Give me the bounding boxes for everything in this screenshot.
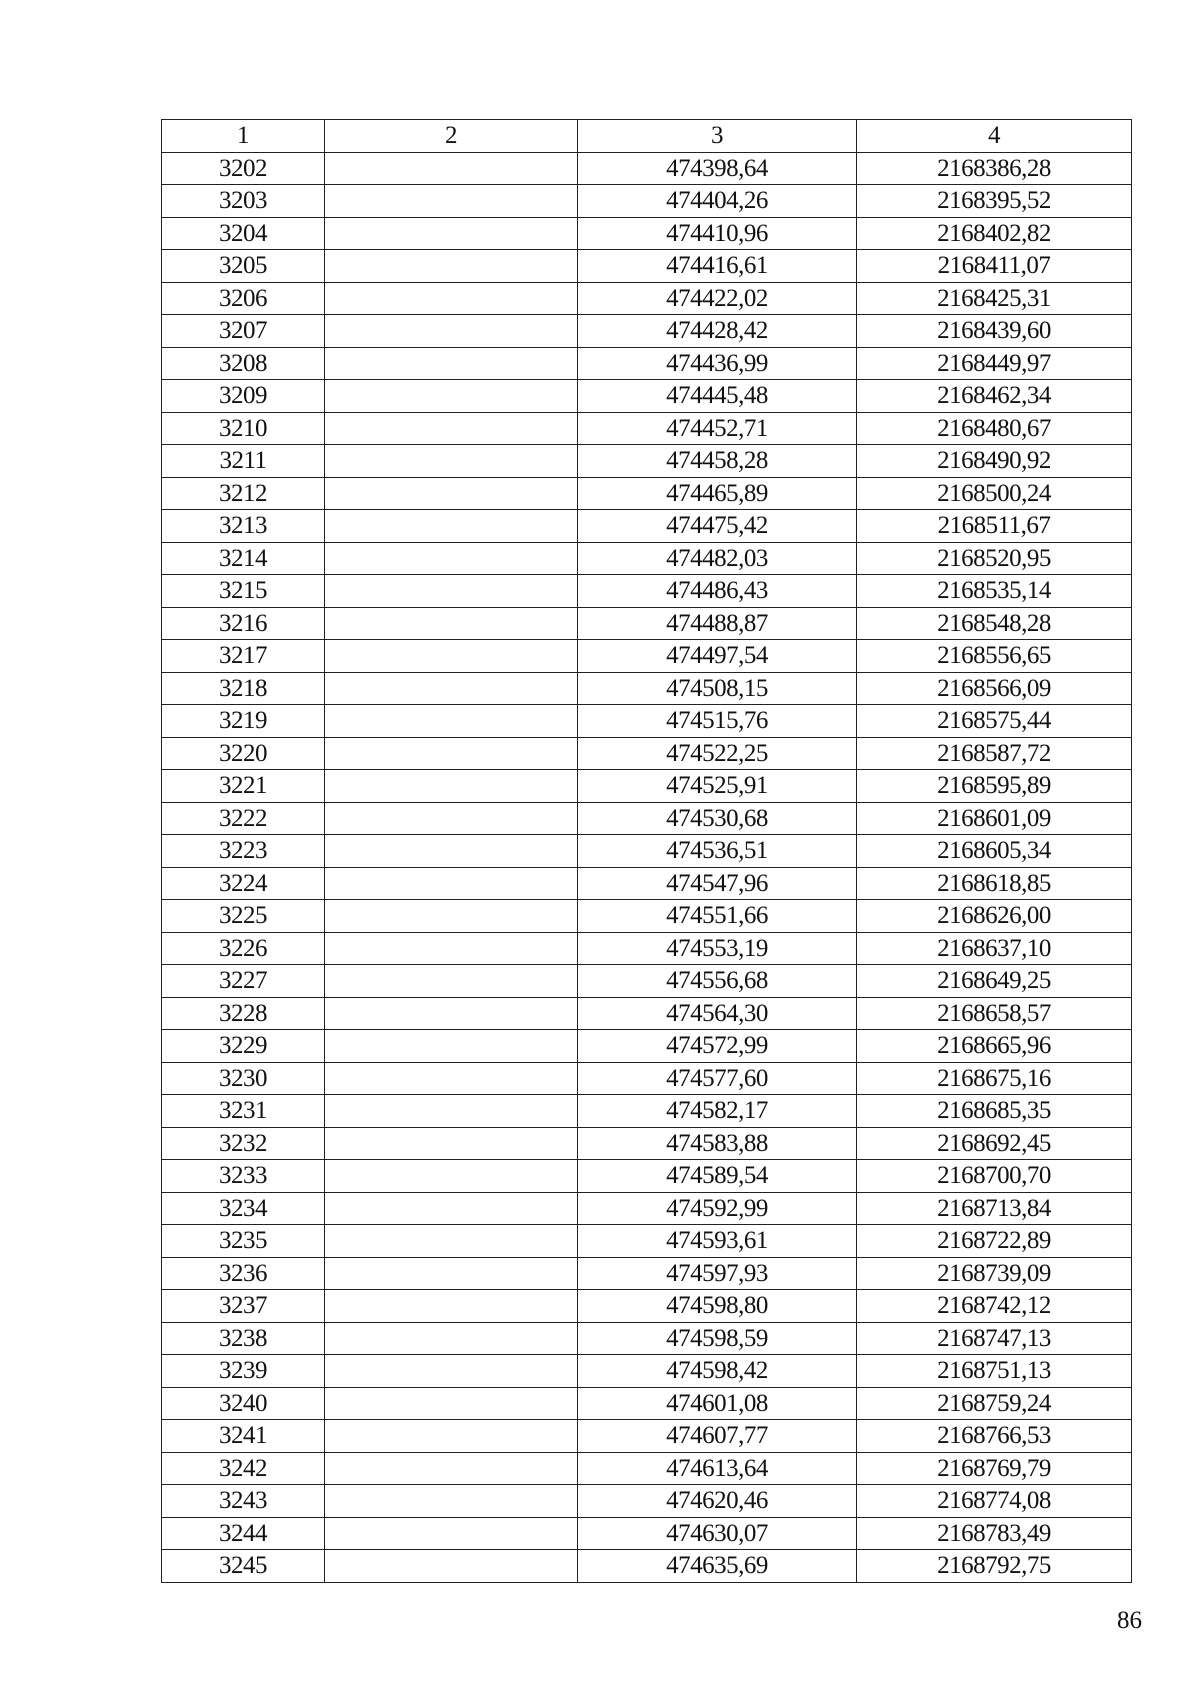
table-cell-col-4: 2168395,52: [857, 185, 1132, 218]
table-cell-col-2: [325, 412, 578, 445]
table-cell-col-2: [325, 1290, 578, 1323]
table-cell-col-1: 3236: [162, 1257, 325, 1290]
table-row: [162, 1095, 1132, 1128]
table-cell-col-2: [325, 1030, 578, 1063]
table-cell-col-2: [325, 1225, 578, 1258]
table-cell-col-2: [325, 705, 578, 738]
table-row: [162, 965, 1132, 998]
table-cell-col-4: 2168480,67: [857, 412, 1132, 445]
table-cell-col-2: [325, 1355, 578, 1388]
table-cell-col-2: [325, 1452, 578, 1485]
table-cell-col-4: 2168739,09: [857, 1257, 1132, 1290]
table-cell-col-4: 2168747,13: [857, 1322, 1132, 1355]
table-cell-col-1: 3214: [162, 542, 325, 575]
table-cell-col-1: 3225: [162, 900, 325, 933]
table-cell-col-4: 2168742,12: [857, 1290, 1132, 1323]
table-cell-col-1: 3208: [162, 347, 325, 380]
table-cell-col-4: 2168700,70: [857, 1160, 1132, 1193]
table-cell-col-1: 3219: [162, 705, 325, 738]
table-row: [162, 542, 1132, 575]
table-cell-col-2: [325, 1517, 578, 1550]
table-cell-col-2: [325, 217, 578, 250]
table-cell-col-4: 2168511,67: [857, 510, 1132, 543]
table-row: [162, 1127, 1132, 1160]
table-cell-col-3: 474522,25: [578, 737, 857, 770]
table-cell-col-2: [325, 835, 578, 868]
table-cell-col-4: 2168766,53: [857, 1420, 1132, 1453]
table-cell-col-1: 3207: [162, 315, 325, 348]
table-cell-col-4: 2168783,49: [857, 1517, 1132, 1550]
header-cell-4: 4: [857, 120, 1132, 153]
table-cell-col-2: [325, 900, 578, 933]
table-cell-col-1: 3221: [162, 770, 325, 803]
table-row: [162, 380, 1132, 413]
table-cell-col-1: 3216: [162, 607, 325, 640]
table-cell-col-2: [325, 1127, 578, 1160]
table-cell-col-1: 3241: [162, 1420, 325, 1453]
table-cell-col-1: 3202: [162, 152, 325, 185]
table-cell-col-3: 474613,64: [578, 1452, 857, 1485]
table-cell-col-4: 2168439,60: [857, 315, 1132, 348]
table-cell-col-1: 3244: [162, 1517, 325, 1550]
table-cell-col-4: 2168556,65: [857, 640, 1132, 673]
table-cell-col-3: 474410,96: [578, 217, 857, 250]
table-row: [162, 315, 1132, 348]
table-cell-col-4: 2168618,85: [857, 867, 1132, 900]
table-cell-col-2: [325, 1420, 578, 1453]
table-cell-col-1: 3233: [162, 1160, 325, 1193]
table-cell-col-3: 474525,91: [578, 770, 857, 803]
table-cell-col-3: 474635,69: [578, 1550, 857, 1583]
table-cell-col-1: 3240: [162, 1387, 325, 1420]
table-cell-col-4: 2168792,75: [857, 1550, 1132, 1583]
table-row: [162, 1485, 1132, 1518]
table-cell-col-3: 474583,88: [578, 1127, 857, 1160]
table-cell-col-3: 474486,43: [578, 575, 857, 608]
table-row: [162, 1452, 1132, 1485]
table-cell-col-3: 474482,03: [578, 542, 857, 575]
table-cell-col-3: 474436,99: [578, 347, 857, 380]
table-row: [162, 737, 1132, 770]
table-cell-col-1: 3245: [162, 1550, 325, 1583]
table-cell-col-3: 474582,17: [578, 1095, 857, 1128]
table-cell-col-4: 2168722,89: [857, 1225, 1132, 1258]
table-row: [162, 1192, 1132, 1225]
table-cell-col-4: 2168774,08: [857, 1485, 1132, 1518]
table-row: [162, 445, 1132, 478]
table-cell-col-1: 3206: [162, 282, 325, 315]
table-cell-col-1: 3235: [162, 1225, 325, 1258]
table-row: [162, 1322, 1132, 1355]
table-cell-col-4: 2168665,96: [857, 1030, 1132, 1063]
table-row: [162, 997, 1132, 1030]
table-row: [162, 510, 1132, 543]
table-cell-col-4: 2168449,97: [857, 347, 1132, 380]
table-cell-col-3: 474553,19: [578, 932, 857, 965]
table-cell-col-1: 3217: [162, 640, 325, 673]
table-cell-col-2: [325, 575, 578, 608]
table-cell-col-2: [325, 1192, 578, 1225]
table-cell-col-1: 3230: [162, 1062, 325, 1095]
table-cell-col-1: 3231: [162, 1095, 325, 1128]
table-cell-col-4: 2168759,24: [857, 1387, 1132, 1420]
table-cell-col-2: [325, 1095, 578, 1128]
table-cell-col-2: [325, 607, 578, 640]
table-cell-col-1: 3226: [162, 932, 325, 965]
table-cell-col-3: 474497,54: [578, 640, 857, 673]
table-cell-col-2: [325, 1387, 578, 1420]
table-cell-col-1: 3228: [162, 997, 325, 1030]
table-cell-col-3: 474488,87: [578, 607, 857, 640]
table-row: [162, 152, 1132, 185]
table-cell-col-2: [325, 315, 578, 348]
table-cell-col-3: 474592,99: [578, 1192, 857, 1225]
table-cell-col-3: 474551,66: [578, 900, 857, 933]
table-cell-col-2: [325, 640, 578, 673]
table-row: [162, 1062, 1132, 1095]
table-cell-col-4: 2168490,92: [857, 445, 1132, 478]
header-cell-2: 2: [325, 120, 578, 153]
table-cell-col-3: 474422,02: [578, 282, 857, 315]
table-cell-col-2: [325, 737, 578, 770]
table-row: [162, 217, 1132, 250]
table-row: [162, 347, 1132, 380]
table-row: [162, 1290, 1132, 1323]
table-cell-col-2: [325, 1160, 578, 1193]
table-row: [162, 770, 1132, 803]
table-cell-col-1: 3203: [162, 185, 325, 218]
table-cell-col-1: 3227: [162, 965, 325, 998]
table-cell-col-1: 3213: [162, 510, 325, 543]
table-row: [162, 1387, 1132, 1420]
header-cell-1: 1: [162, 120, 325, 153]
table-cell-col-2: [325, 672, 578, 705]
table-cell-col-3: 474607,77: [578, 1420, 857, 1453]
table-cell-col-4: 2168601,09: [857, 802, 1132, 835]
table-cell-col-1: 3232: [162, 1127, 325, 1160]
table-cell-col-4: 2168685,35: [857, 1095, 1132, 1128]
table-cell-col-2: [325, 477, 578, 510]
table-row: [162, 705, 1132, 738]
table-cell-col-2: [325, 250, 578, 283]
table-cell-col-2: [325, 932, 578, 965]
table-cell-col-4: 2168637,10: [857, 932, 1132, 965]
table-cell-col-2: [325, 965, 578, 998]
table-cell-col-2: [325, 380, 578, 413]
table-cell-col-4: 2168425,31: [857, 282, 1132, 315]
table-cell-col-3: 474465,89: [578, 477, 857, 510]
table-cell-col-4: 2168520,95: [857, 542, 1132, 575]
table-row: [162, 477, 1132, 510]
table-cell-col-4: 2168692,45: [857, 1127, 1132, 1160]
table-cell-col-4: 2168649,25: [857, 965, 1132, 998]
table-cell-col-3: 474620,46: [578, 1485, 857, 1518]
table-row: [162, 575, 1132, 608]
table-cell-col-4: 2168658,57: [857, 997, 1132, 1030]
table-row: [162, 1257, 1132, 1290]
table-row: [162, 802, 1132, 835]
table-cell-col-4: 2168587,72: [857, 737, 1132, 770]
table-cell-col-3: 474398,64: [578, 152, 857, 185]
table-cell-col-3: 474530,68: [578, 802, 857, 835]
table-cell-col-4: 2168566,09: [857, 672, 1132, 705]
table-cell-col-3: 474445,48: [578, 380, 857, 413]
table-cell-col-4: 2168675,16: [857, 1062, 1132, 1095]
table-cell-col-3: 474601,08: [578, 1387, 857, 1420]
table-cell-col-4: 2168575,44: [857, 705, 1132, 738]
table-cell-col-3: 474536,51: [578, 835, 857, 868]
table-cell-col-2: [325, 445, 578, 478]
table-cell-col-3: 474452,71: [578, 412, 857, 445]
table-cell-col-1: 3205: [162, 250, 325, 283]
table-cell-col-1: 3211: [162, 445, 325, 478]
table-cell-col-3: 474416,61: [578, 250, 857, 283]
table-cell-col-3: 474404,26: [578, 185, 857, 218]
table-row: [162, 1420, 1132, 1453]
table-cell-col-1: 3234: [162, 1192, 325, 1225]
table-cell-col-4: 2168713,84: [857, 1192, 1132, 1225]
table-cell-col-2: [325, 1322, 578, 1355]
table-row: [162, 412, 1132, 445]
table-row: [162, 250, 1132, 283]
table-row: [162, 640, 1132, 673]
table-cell-col-4: 2168535,14: [857, 575, 1132, 608]
table-cell-col-3: 474598,42: [578, 1355, 857, 1388]
table-cell-col-4: 2168402,82: [857, 217, 1132, 250]
page-number: 86: [1117, 1607, 1142, 1634]
table-row: [162, 900, 1132, 933]
table-cell-col-1: 3204: [162, 217, 325, 250]
table-cell-col-2: [325, 542, 578, 575]
table-row: [162, 282, 1132, 315]
table-cell-col-1: 3212: [162, 477, 325, 510]
table-cell-col-1: 3209: [162, 380, 325, 413]
table-row: [162, 1517, 1132, 1550]
table-cell-col-1: 3237: [162, 1290, 325, 1323]
table-body: [162, 152, 1132, 1582]
table-cell-col-4: 2168595,89: [857, 770, 1132, 803]
table-cell-col-1: 3220: [162, 737, 325, 770]
table-cell-col-2: [325, 510, 578, 543]
table-row: [162, 607, 1132, 640]
table-cell-col-3: 474556,68: [578, 965, 857, 998]
table-row: [162, 672, 1132, 705]
table-cell-col-3: 474547,96: [578, 867, 857, 900]
table-row: [162, 1030, 1132, 1063]
table-cell-col-4: 2168500,24: [857, 477, 1132, 510]
table-cell-col-2: [325, 282, 578, 315]
table-row: [162, 185, 1132, 218]
table-cell-col-2: [325, 867, 578, 900]
table-cell-col-1: 3239: [162, 1355, 325, 1388]
table-cell-col-3: 474593,61: [578, 1225, 857, 1258]
table-row: [162, 1160, 1132, 1193]
table-cell-col-3: 474589,54: [578, 1160, 857, 1193]
table-row: [162, 932, 1132, 965]
table-cell-col-4: 2168751,13: [857, 1355, 1132, 1388]
header-row: [162, 120, 1132, 153]
table-row: [162, 1225, 1132, 1258]
table-cell-col-1: 3215: [162, 575, 325, 608]
table-cell-col-2: [325, 1550, 578, 1583]
table-cell-col-3: 474577,60: [578, 1062, 857, 1095]
table-cell-col-2: [325, 1257, 578, 1290]
table-cell-col-3: 474515,76: [578, 705, 857, 738]
table-cell-col-2: [325, 1062, 578, 1095]
table-cell-col-1: 3243: [162, 1485, 325, 1518]
table-cell-col-3: 474458,28: [578, 445, 857, 478]
table-cell-col-4: 2168605,34: [857, 835, 1132, 868]
table-cell-col-4: 2168548,28: [857, 607, 1132, 640]
table-cell-col-3: 474508,15: [578, 672, 857, 705]
table-cell-col-1: 3218: [162, 672, 325, 705]
table-header: [162, 120, 1132, 153]
table-cell-col-1: 3229: [162, 1030, 325, 1063]
table-cell-col-2: [325, 1485, 578, 1518]
table-cell-col-4: 2168386,28: [857, 152, 1132, 185]
table-cell-col-2: [325, 802, 578, 835]
table-cell-col-2: [325, 347, 578, 380]
table-row: [162, 867, 1132, 900]
table-cell-col-1: 3222: [162, 802, 325, 835]
table-cell-col-1: 3242: [162, 1452, 325, 1485]
table-row: [162, 1550, 1132, 1583]
header-cell-3: 3: [578, 120, 857, 153]
table-cell-col-3: 474564,30: [578, 997, 857, 1030]
table-cell-col-3: 474598,80: [578, 1290, 857, 1323]
table-cell-col-3: 474598,59: [578, 1322, 857, 1355]
table-cell-col-1: 3223: [162, 835, 325, 868]
table-cell-col-1: 3224: [162, 867, 325, 900]
table-cell-col-4: 2168626,00: [857, 900, 1132, 933]
table-row: [162, 1355, 1132, 1388]
table-cell-col-1: 3210: [162, 412, 325, 445]
table-cell-col-3: 474475,42: [578, 510, 857, 543]
table-cell-col-4: 2168462,34: [857, 380, 1132, 413]
table-cell-col-4: 2168411,07: [857, 250, 1132, 283]
coordinates-table: [161, 119, 1132, 1583]
table-cell-col-2: [325, 997, 578, 1030]
table-cell-col-2: [325, 770, 578, 803]
table-cell-col-2: [325, 185, 578, 218]
table-cell-col-3: 474597,93: [578, 1257, 857, 1290]
table-cell-col-3: 474630,07: [578, 1517, 857, 1550]
table-row: [162, 835, 1132, 868]
table-cell-col-2: [325, 152, 578, 185]
table-cell-col-3: 474428,42: [578, 315, 857, 348]
table-cell-col-1: 3238: [162, 1322, 325, 1355]
table-cell-col-3: 474572,99: [578, 1030, 857, 1063]
table-cell-col-4: 2168769,79: [857, 1452, 1132, 1485]
